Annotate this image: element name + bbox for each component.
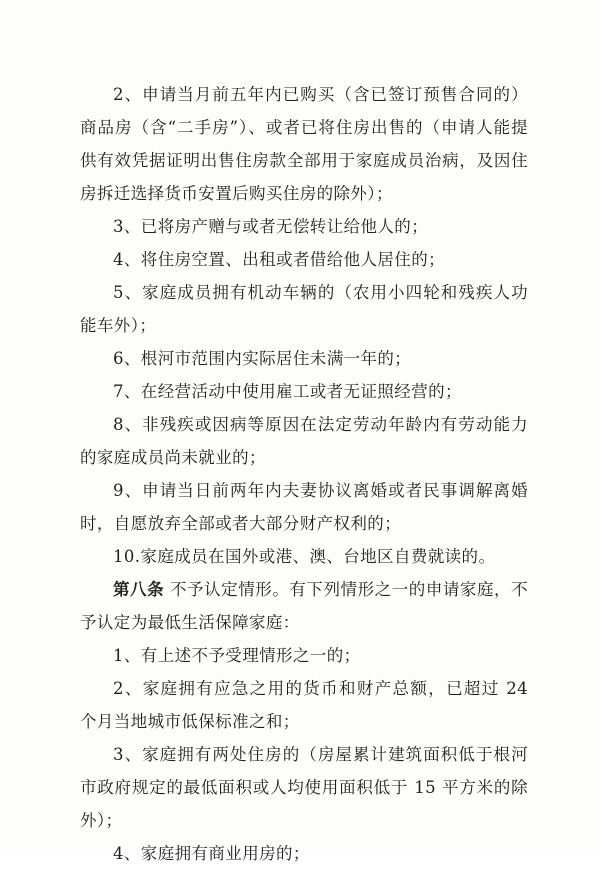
- clause-item-2: [80, 78, 528, 210]
- clause-text: 3、已将房产赠与或者无偿转让给他人的；: [113, 217, 429, 236]
- article-8: [80, 573, 528, 639]
- clause-item-4: [80, 243, 528, 276]
- clause-text: 6、根河市范围内实际居住未满一年的；: [113, 349, 412, 368]
- clause-text: 4、将住房空置、出租或者借给他人居住的；: [113, 250, 445, 269]
- clause-text: 3、家庭拥有两处住房的（房屋累计建筑面积低于根河市政府规定的最低面积或人均使用面积低于 15 平方米的除外）；: [80, 745, 528, 830]
- clause-text: 7、在经营活动中使用雇工或者无证照经营的；: [113, 382, 462, 401]
- clause-item-8: [80, 408, 528, 474]
- clause-text: 10.家庭成员在国外或港、澳、台地区自费就读的。: [113, 547, 496, 566]
- clause-item-9: [80, 474, 528, 540]
- clause-text: 8、非残疾或因病等原因在法定劳动年龄内有劳动能力的家庭成员尚未就业的；: [80, 415, 528, 467]
- clause-item-7: [80, 375, 528, 408]
- article-8-item-3: [80, 738, 528, 837]
- clause-item-5: [80, 276, 528, 342]
- clause-item-3: [80, 210, 528, 243]
- clause-text: 2、申请当月前五年内已购买（含已签订预售合同的）商品房（含“二手房”）、或者已将住房出售的（申请人能提供有效凭据证明出售住房款全部用于家庭成员治病，及因住房拆迁选择货币安置后购买住房的除外）；: [80, 85, 528, 203]
- article-heading: 第八条: [113, 580, 165, 599]
- article-8-item-2: [80, 672, 528, 738]
- article-text: 不予认定情形。有下列情形之一的申请家庭，不予认定为最低生活保障家庭：: [80, 580, 528, 632]
- article-8-item-1: [80, 639, 528, 672]
- clause-text: 1、有上述不予受理情形之一的；: [113, 646, 361, 665]
- clause-text: 2、家庭拥有应急之用的货币和财产总额，已超过 24 个月当地城市低保标准之和；: [80, 679, 528, 731]
- clause-text: 5、家庭成员拥有机动车辆的（农用小四轮和残疾人功能车外）；: [80, 283, 528, 335]
- clause-text: 9、申请当日前两年内夫妻协议离婚或者民事调解离婚时，自愿放弃全部或者大部分财产权利的；: [80, 481, 528, 533]
- clause-item-6: [80, 342, 528, 375]
- clause-text: 4、家庭拥有商业用房的；: [113, 844, 310, 863]
- clause-item-10: [80, 540, 528, 573]
- article-8-item-4: [80, 837, 528, 870]
